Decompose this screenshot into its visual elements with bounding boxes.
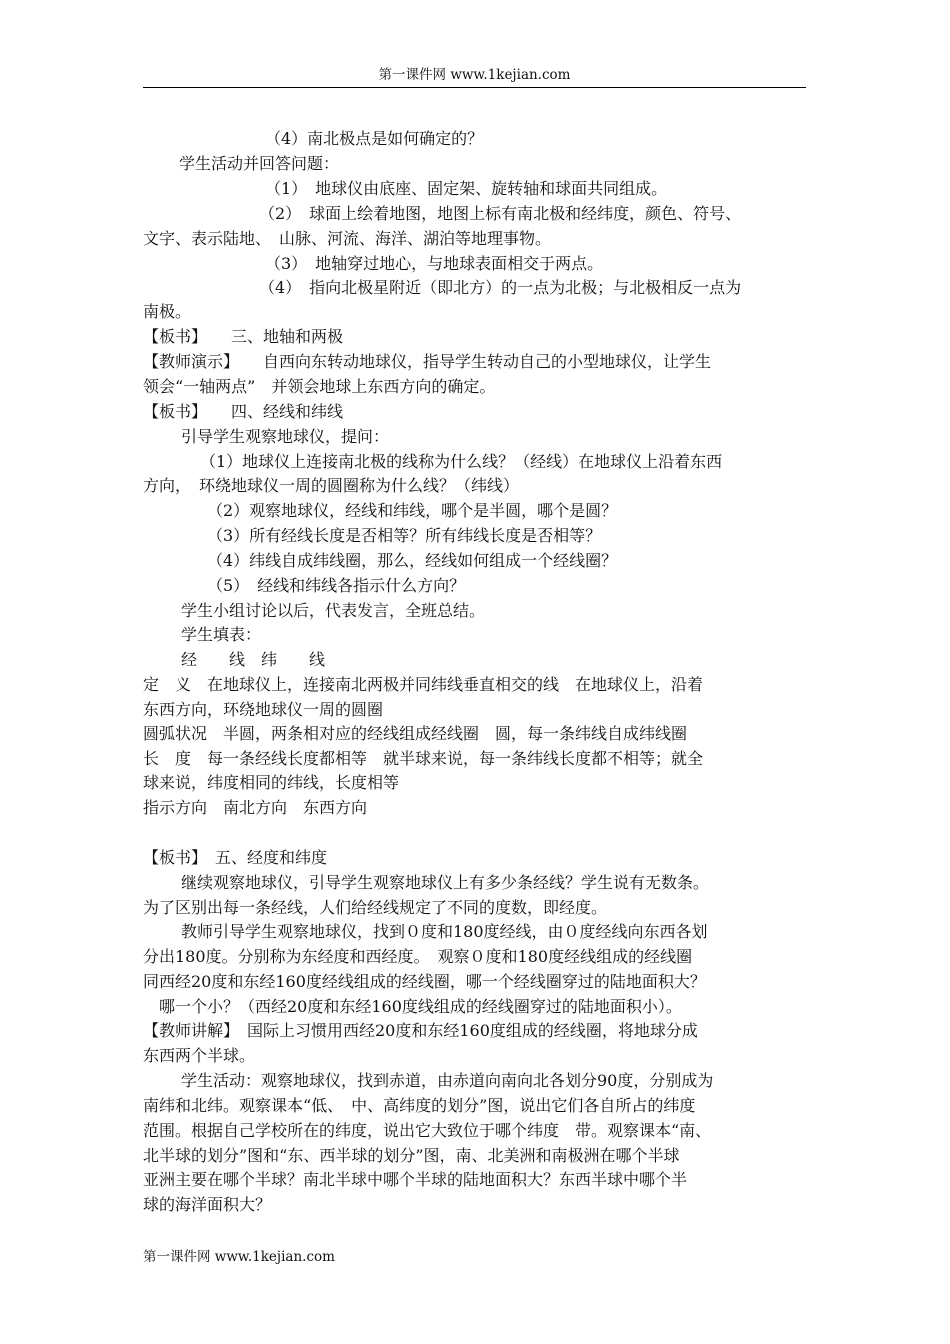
text-line: 继续观察地球仪，引导学生观察地球仪上有多少条经线？学生说有无数条。 [181, 873, 710, 892]
text-line: （1） 地球仪由底座、固定架、旋转轴和球面共同组成。 [265, 179, 668, 198]
text-line: 南极。 [143, 302, 192, 321]
table-row-length-cont: 球来说，纬度相同的纬线，长度相等 [143, 773, 400, 792]
text-line: （2） 球面上绘着地图，地图上标有南北极和经纬度，颜色、符号、 [259, 204, 742, 223]
text-line: （3） 地轴穿过地心，与地球表面相交于两点。 [265, 254, 604, 273]
text-line: 范围。根据自己学校所在的纬度，说出它大致位于哪个纬度 带。观察课本“南、 [143, 1121, 712, 1140]
table-row-length: 长 度 每一条经线长度都相等 就半球来说，每一条纬线长度都不相等；就全 [143, 749, 704, 768]
text-line: 同西经20度和东经160度经线组成的经线圈，哪一个经线圈穿过的陆地面积大？ [143, 972, 706, 991]
text-line: 北半球的划分”图和“东、西半球的划分”图，南、北美洲和南极洲在哪个半球 [143, 1146, 680, 1165]
text-line: 球的海洋面积大？ [143, 1195, 272, 1214]
header-rule [143, 87, 806, 88]
text-line: 为了区别出每一条经线，人们给经线规定了不同的度数，即经度。 [143, 898, 608, 917]
text-line: 【板书】 三、地轴和两极 [143, 327, 344, 346]
text-line: 引导学生观察地球仪，提问： [181, 427, 390, 446]
table-header-line: 经 线 纬 线 [181, 650, 326, 669]
text-line: 分出180度。分别称为东经度和西经度。 观察０度和180度经线组成的经线圈 [143, 947, 693, 966]
page-footer: 第一课件网 www.1kejian.com [143, 1249, 335, 1265]
text-line: 【板书】 五、经度和纬度 [143, 848, 328, 867]
text-line: 南纬和北纬。观察课本“低、 中、高纬度的划分”图，说出它们各自所占的纬度 [143, 1096, 696, 1115]
text-line: （5） 经线和纬线各指示什么方向？ [207, 576, 466, 595]
text-line: 亚洲主要在哪个半球？南北半球中哪个半球的陆地面积大？东西半球中哪个半 [143, 1170, 688, 1189]
table-row-definition: 定 义 在地球仪上，连接南北两极并同纬线垂直相交的线 在地球仪上，沿着 [143, 675, 704, 694]
text-line: （4）南北极点是如何确定的？ [265, 129, 484, 148]
text-line: 【教师讲解】 国际上习惯用西经20度和东经160度组成的经线圈，将地球分成 [143, 1021, 698, 1040]
text-line: 方向， 环绕地球仪一周的圆圈称为什么线？（纬线） [143, 476, 520, 495]
text-line: （2）观察地球仪，经线和纬线，哪个是半圆，哪个是圆？ [207, 501, 618, 520]
text-line: 学生小组讨论以后，代表发言，全班总结。 [181, 601, 486, 620]
page-header: 第一课件网 www.1kejian.com [378, 67, 571, 83]
table-row-direction: 指示方向 南北方向 东西方向 [143, 798, 368, 817]
table-row-arc-shape: 圆弧状况 半圆，两条相对应的经线组成经线圈 圆，每一条纬线自成纬线圈 [143, 724, 688, 743]
text-line: 【教师演示】 自西向东转动地球仪，指导学生转动自己的小型地球仪，让学生 [143, 352, 712, 371]
text-line: 学生填表： [181, 625, 262, 644]
text-line: 【板书】 四、经线和纬线 [143, 402, 344, 421]
text-line: （3）所有经线长度是否相等？所有纬线长度是否相等？ [207, 526, 602, 545]
text-line: 哪一个小？（西经20度和东经160度线组成的经线圈穿过的陆地面积小）。 [159, 997, 682, 1016]
text-line: （4）纬线自成纬线圈，那么，经线如何组成一个经线圈？ [207, 551, 618, 570]
text-line: 东西两个半球。 [143, 1046, 256, 1065]
text-line: 学生活动并回答问题： [179, 154, 340, 173]
text-line: 文字、表示陆地、 山脉、河流、海洋、湖泊等地理事物。 [143, 229, 552, 248]
table-row-definition-cont: 东西方向，环绕地球仪一周的圆圈 [143, 700, 384, 719]
text-line: 教师引导学生观察地球仪，找到０度和180度经线，由０度经线向东西各划 [181, 922, 708, 941]
text-line: 领会“一轴两点” 并领会地球上东西方向的确定。 [143, 377, 496, 396]
text-line: （4） 指向北极星附近（即北方）的一点为北极；与北极相反一点为 [259, 278, 742, 297]
text-line: 学生活动：观察地球仪，找到赤道，由赤道向南向北各划分90度，分别成为 [181, 1071, 714, 1090]
text-line: （1）地球仪上连接南北极的线称为什么线？（经线）在地球仪上沿着东西 [200, 452, 723, 471]
